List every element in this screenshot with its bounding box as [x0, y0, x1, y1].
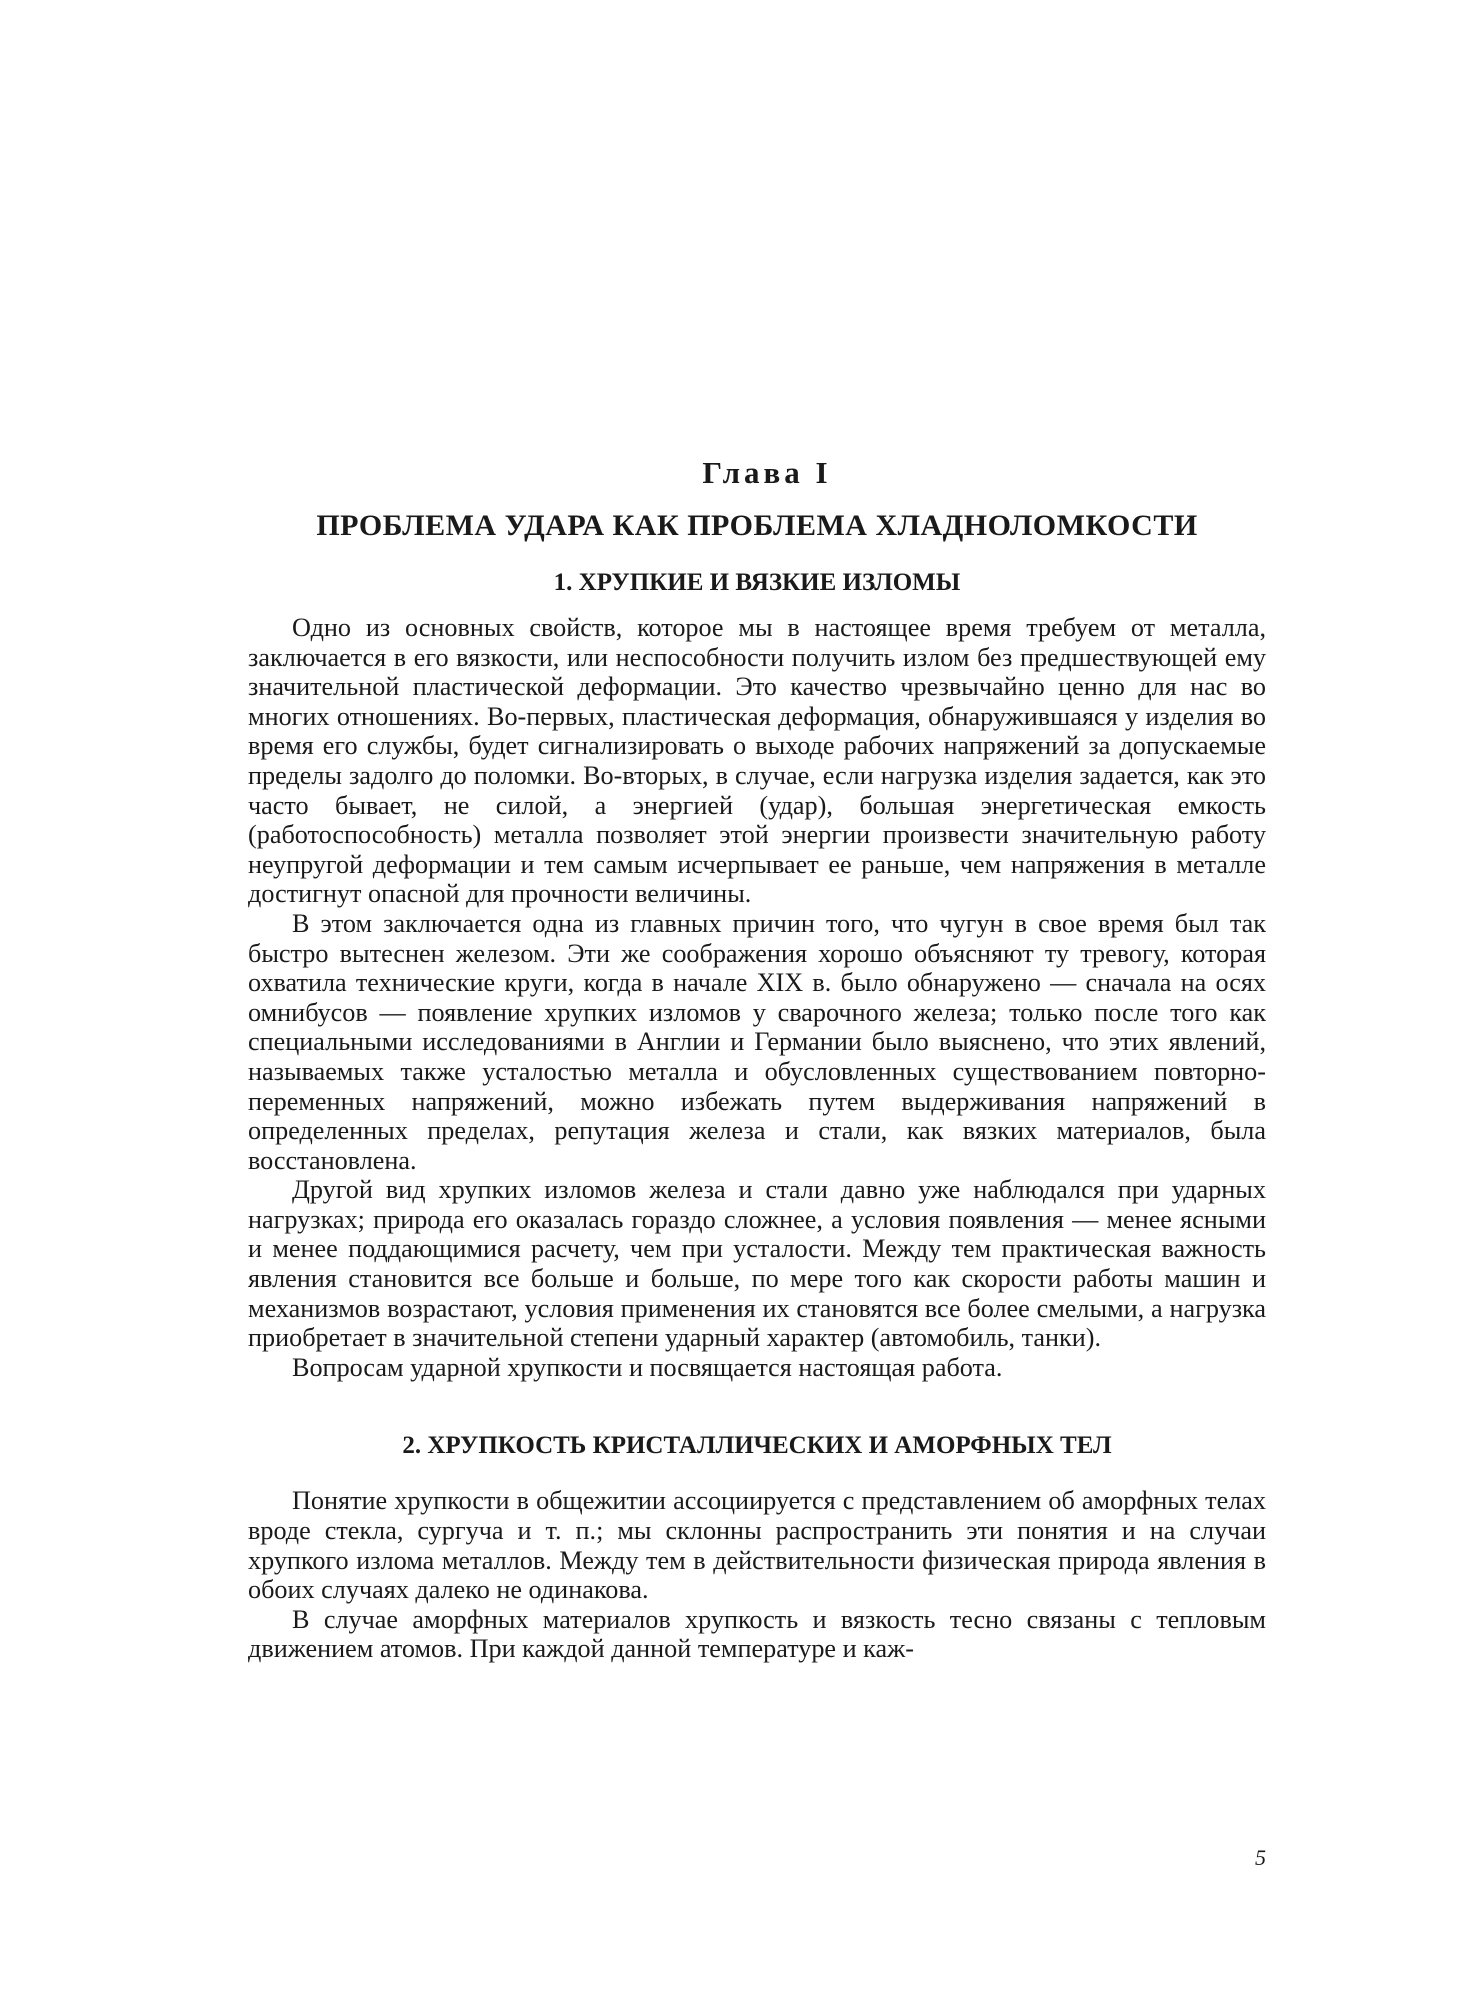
- paragraph: Понятие хрупкости в общежитии ассоциируется с представлением об аморфных телах вроде стекла, сургуча и т. п.; мы склонны распространить эти понятия и на случаи хрупкого излома металлов. Между тем в действительности физическая природа явления в обоих случаях далеко не одинакова.: [248, 1486, 1266, 1605]
- paragraph: В этом заключается одна из главных причин того, что чугун в свое время был так быстро вытеснен железом. Эти же соображения хорошо объясняют ту тревогу, которая охватила технические круги, когда в начале XIX в. было обнаружено — сначала на осях омнибусов — появление хрупких изломов у сварочного железа; только после того как специальными исследованиями в Англии и Германии было выяснено, что этих явлений, называемых также усталостью металла и обусловленных существованием повторно-переменных напряжений, можно избежать путем выдерживания напряжений в определенных пределах, репутация железа и стали, как вязких материалов, была восстановлена.: [248, 908, 1266, 1175]
- paragraph: В случае аморфных материалов хрупкость и вязкость тесно связаны с тепловым движением атомов. При каждой данной температуре и каж-: [248, 1604, 1266, 1664]
- chapter-label: Глава I: [702, 455, 832, 490]
- paragraph: Другой вид хрупких изломов железа и стали давно уже наблюдался при ударных нагрузках; природа его оказалась гораздо сложнее, а условия появления — менее ясными и менее поддающимися расчету, чем при усталости. Между тем практическая важность явления становится все больше и больше, по мере того как скорости работы машин и механизмов возрастают, условия применения их становятся все более смелыми, а нагрузка приобретает в значительной степени ударный характер (автомобиль, танки).: [248, 1175, 1266, 1353]
- section-title-2: 2. ХРУПКОСТЬ КРИСТАЛЛИЧЕСКИХ И АМОРФНЫХ ТЕЛ: [402, 1432, 1112, 1460]
- page-content: [248, 455, 1266, 1664]
- chapter-title: ПРОБЛЕМА УДАРА КАК ПРОБЛЕМА ХЛАДНОЛОМКОСТИ: [316, 509, 1198, 542]
- paragraph: Вопросам ударной хрупкости и посвящается настоящая работа.: [292, 1352, 1003, 1382]
- paragraph: Одно из основных свойств, которое мы в настоящее время требуем от металла, заключается в его вязкости, или неспособности получить излом без предшествующей ему значительной пластической деформации. Это качество чрезвычайно ценно для нас во многих отношениях. Во-первых, пластическая деформация, обнаружившаяся у изделия во время его службы, будет сигнализировать о выходе рабочих напряжений за допускаемые пределы задолго до поломки. Во-вторых, в случае, если нагрузка изделия задается, как это часто бывает, не силой, а энергией (удар), большая энергетическая емкость (работоспособность) металла позволяет этой энергии произвести значительную работу неупругой деформации и тем самым исчерпывает ее раньше, чем напряжения в металле достигнут опасной для прочности величины.: [248, 613, 1266, 909]
- page-number: 5: [1255, 1845, 1266, 1870]
- section-title-1: 1. ХРУПКИЕ И ВЯЗКИЕ ИЗЛОМЫ: [553, 569, 961, 596]
